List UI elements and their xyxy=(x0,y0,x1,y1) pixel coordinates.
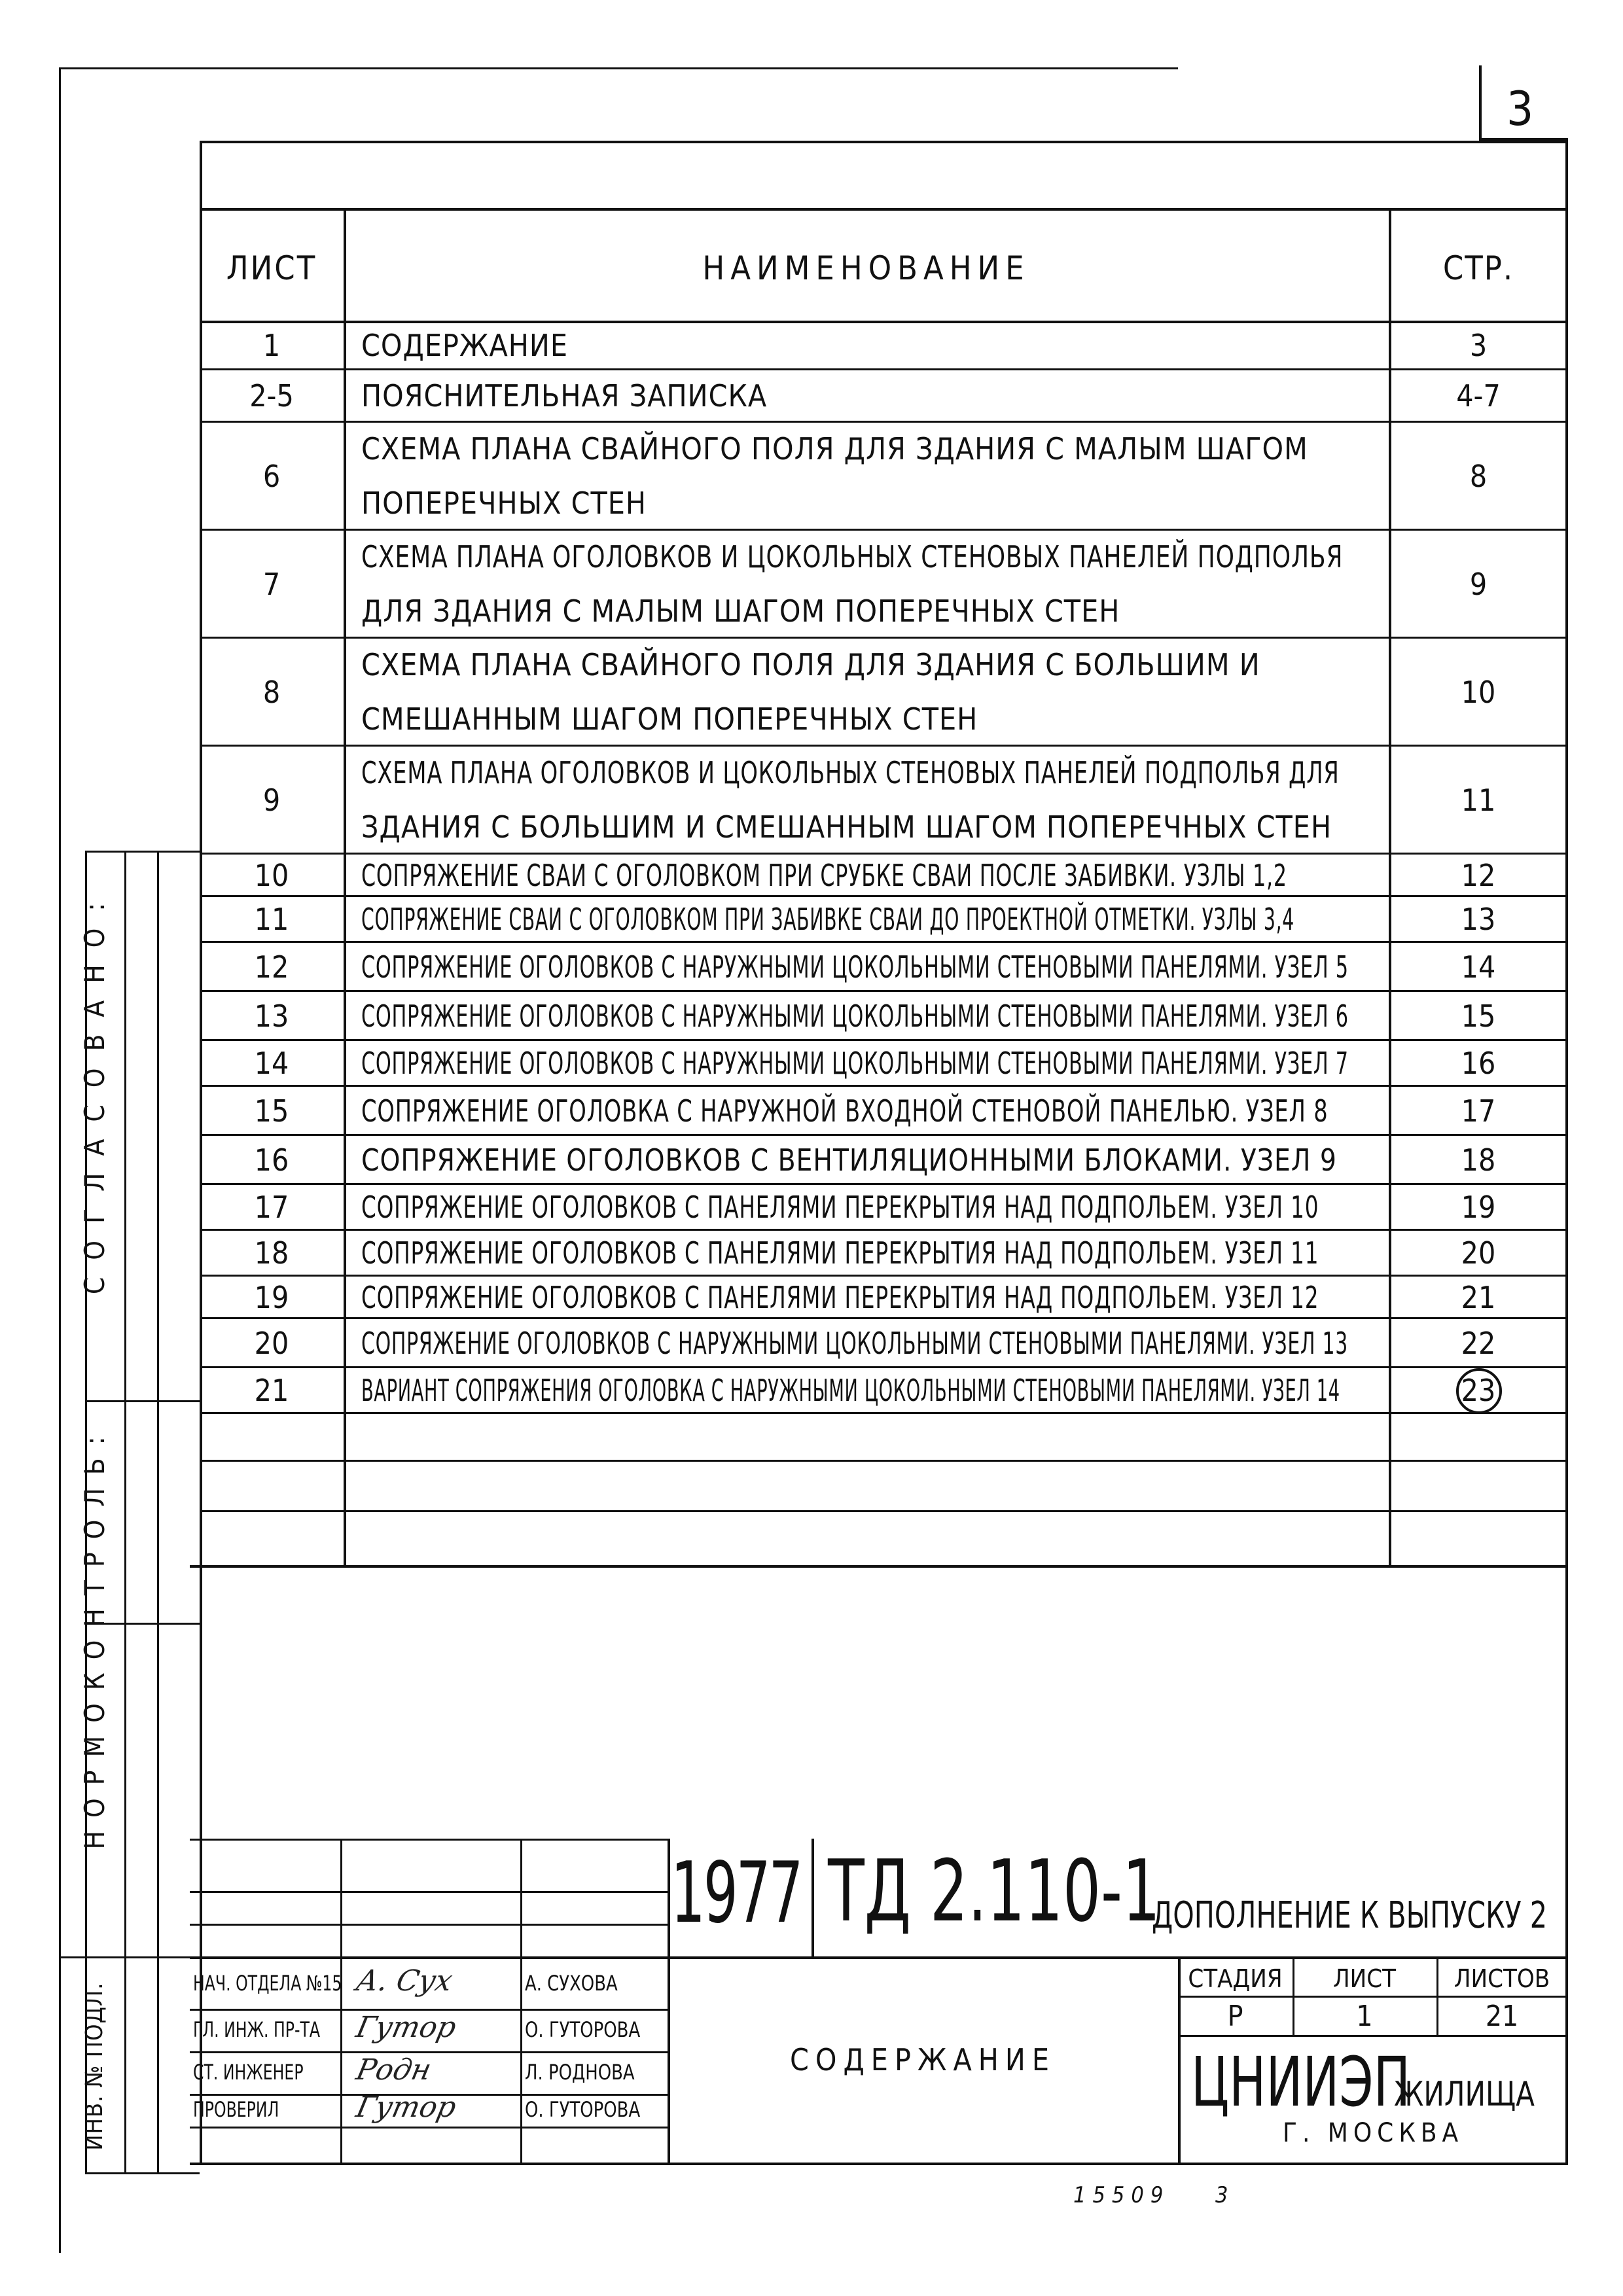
tb-sheet-label: ЛИСТ xyxy=(1332,1964,1397,1993)
person-role: ПРОВЕРИЛ xyxy=(193,2097,279,2122)
row-sheet-number: 12 xyxy=(254,949,289,985)
row-title-line: СХЕМА ПЛАНА ОГОЛОВКОВ И ЦОКОЛЬНЫХ СТЕНОВЫХ ПАНЕЛЕЙ ПОДПОЛЬЯ ДЛЯ xyxy=(361,755,1340,791)
row-page-number: 12 xyxy=(1461,857,1496,893)
header-sheet: ЛИСТ xyxy=(226,249,317,287)
row-title-line: СОПРЯЖЕНИЕ ОГОЛОВКОВ С ПАНЕЛЯМИ ПЕРЕКРЫТИЯ НАД ПОДПОЛЬЕМ. УЗЕЛ 10 xyxy=(361,1190,1319,1225)
side-top xyxy=(85,851,200,853)
tb-doc-title: СОДЕРЖАНИЕ xyxy=(789,2042,1056,2077)
tb-supplement: ДОПОЛНЕНИЕ К ВЫПУСКУ 2 xyxy=(1152,1894,1548,1937)
row-divider xyxy=(200,1229,1568,1231)
side-sep-3 xyxy=(59,1956,200,1958)
row-sheet-number: 11 xyxy=(254,902,289,937)
row-page-number: 21 xyxy=(1461,1279,1496,1315)
row-title-line: СОПРЯЖЕНИЕ ОГОЛОВКОВ С НАРУЖНЫМИ ЦОКОЛЬНЫМИ СТЕНОВЫМИ ПАНЕЛЯМИ. УЗЕЛ 5 xyxy=(361,949,1349,985)
row-sheet-number: 21 xyxy=(254,1373,289,1408)
row-page-number: 20 xyxy=(1461,1235,1496,1271)
tb-people-row-5 xyxy=(190,2127,668,2128)
tb-code: ТД 2.110-1 xyxy=(828,1841,1160,1941)
row-sheet-number: 10 xyxy=(254,857,289,893)
page-number-divider xyxy=(1479,65,1482,141)
row-page-number: 22 xyxy=(1461,1325,1496,1361)
tb-year-divider xyxy=(812,1839,814,1956)
row-title-line: СОДЕРЖАНИЕ xyxy=(361,327,569,363)
row-divider xyxy=(200,1134,1568,1136)
row-sheet-number: 19 xyxy=(254,1279,289,1315)
empty-row-line-1 xyxy=(200,1460,1568,1462)
row-title-line: СОПРЯЖЕНИЕ ОГОЛОВКОВ С ПАНЕЛЯМИ ПЕРЕКРЫТИЯ НАД ПОДПОЛЬЕМ. УЗЕЛ 11 xyxy=(361,1235,1319,1271)
empty-row-line-2 xyxy=(200,1510,1568,1512)
row-sheet-number: 1 xyxy=(262,327,281,363)
tb-line-b xyxy=(190,1891,668,1893)
row-divider xyxy=(200,1183,1568,1185)
signature-scribble: А. Сух xyxy=(353,1964,455,1998)
row-divider xyxy=(200,1412,1568,1414)
left-border xyxy=(59,67,61,2253)
row-title-line: ПОЯСНИТЕЛЬНАЯ ЗАПИСКА xyxy=(361,378,768,414)
header-page: СТР. xyxy=(1442,249,1514,287)
row-divider xyxy=(200,529,1568,531)
row-sheet-number: 9 xyxy=(262,782,281,818)
tb-org: ЦНИИЭП xyxy=(1191,2042,1410,2122)
person-name: О. ГУТОРОВА xyxy=(525,2097,641,2122)
row-title-line: СОПРЯЖЕНИЕ ОГОЛОВКОВ С ПАНЕЛЯМИ ПЕРЕКРЫТИЯ НАД ПОДПОЛЬЕМ. УЗЕЛ 12 xyxy=(361,1279,1319,1315)
row-divider xyxy=(200,1275,1568,1277)
row-title-line: СОПРЯЖЕНИЕ СВАИ С ОГОЛОВКОМ ПРИ ЗАБИВКЕ СВАИ ДО ПРОЕКТНОЙ ОТМЕТКИ. УЗЛЫ 3,4 xyxy=(361,902,1294,937)
row-page-number: 3 xyxy=(1469,327,1488,363)
table-body-bottom xyxy=(190,1565,1568,1568)
tb-sheets-label: ЛИСТОВ xyxy=(1454,1964,1550,1993)
row-sheet-number: 14 xyxy=(254,1046,289,1081)
tb-stage-label: СТАДИЯ xyxy=(1188,1964,1283,1993)
row-title-line: ЗДАНИЯ С БОЛЬШИМ И СМЕШАННЫМ ШАГОМ ПОПЕРЕЧНЫХ СТЕН xyxy=(361,809,1332,845)
page-circle-mark xyxy=(1456,1368,1502,1414)
row-sheet-number: 13 xyxy=(254,998,289,1034)
row-divider xyxy=(200,941,1568,943)
row-page-number: 17 xyxy=(1461,1093,1496,1129)
row-divider xyxy=(200,1317,1568,1319)
signature-scribble: Гутор xyxy=(353,2010,459,2044)
row-title-line: ВАРИАНТ СОПРЯЖЕНИЯ ОГОЛОВКА С НАРУЖНЫМИ ЦОКОЛЬНЫМИ СТЕНОВЫМИ ПАНЕЛЯМИ. УЗЕЛ 14 xyxy=(361,1373,1340,1408)
tb-stage-value-bottom xyxy=(1178,2035,1568,2037)
signature-scribble: Гутор xyxy=(353,2091,459,2124)
row-page-number: 10 xyxy=(1461,674,1496,710)
tb-line-c xyxy=(190,1924,668,1926)
row-sheet-number: 2-5 xyxy=(249,378,294,414)
row-title-line: СОПРЯЖЕНИЕ ОГОЛОВКА С НАРУЖНОЙ ВХОДНОЙ СТЕНОВОЙ ПАНЕЛЬЮ. УЗЕЛ 8 xyxy=(361,1093,1329,1129)
row-title-line: СОПРЯЖЕНИЕ ОГОЛОВКОВ С НАРУЖНЫМИ ЦОКОЛЬНЫМИ СТЕНОВЫМИ ПАНЕЛЯМИ. УЗЕЛ 13 xyxy=(361,1325,1349,1361)
row-divider xyxy=(200,1366,1568,1368)
person-name: А. СУХОВА xyxy=(525,1970,618,1996)
row-title-line: СОПРЯЖЕНИЕ ОГОЛОВКОВ С НАРУЖНЫМИ ЦОКОЛЬНЫМИ СТЕНОВЫМИ ПАНЕЛЯМИ. УЗЕЛ 6 xyxy=(361,998,1349,1034)
row-divider xyxy=(200,368,1568,370)
signature-scribble: Родн xyxy=(353,2053,435,2087)
row-page-number: 15 xyxy=(1461,998,1496,1034)
row-title-line: СМЕШАННЫМ ШАГОМ ПОПЕРЕЧНЫХ СТЕН xyxy=(361,701,978,737)
row-page-number: 4-7 xyxy=(1456,378,1501,414)
person-name: О. ГУТОРОВА xyxy=(525,2017,641,2042)
tb-stage-value: Р xyxy=(1227,2000,1243,2033)
footer-stamp: 15509 3 xyxy=(1073,2182,1235,2208)
table-top xyxy=(200,141,1568,143)
tb-sheets-value: 21 xyxy=(1485,2000,1519,2033)
row-divider xyxy=(200,745,1568,747)
person-name: Л. РОДНОВА xyxy=(525,2059,635,2085)
tb-vertical-3 xyxy=(668,1839,670,2163)
row-sheet-number: 7 xyxy=(262,566,281,602)
side-col-2 xyxy=(124,851,126,2172)
row-sheet-number: 20 xyxy=(254,1325,289,1361)
row-page-number: 19 xyxy=(1461,1190,1496,1225)
row-title-line: СХЕМА ПЛАНА СВАЙНОГО ПОЛЯ ДЛЯ ЗДАНИЯ С БОЛЬШИМ И xyxy=(361,647,1260,683)
row-page-number: 8 xyxy=(1469,458,1488,494)
header-top xyxy=(200,208,1568,211)
top-border xyxy=(59,67,1178,69)
person-role: СТ. ИНЖЕНЕР xyxy=(193,2059,304,2085)
side-col-3 xyxy=(157,851,159,2172)
tb-org-suffix: ЖИЛИЩА xyxy=(1394,2075,1535,2114)
row-title-line: СОПРЯЖЕНИЕ СВАИ С ОГОЛОВКОМ ПРИ СРУБКЕ СВАИ ПОСЛЕ ЗАБИВКИ. УЗЛЫ 1,2 xyxy=(361,857,1287,893)
row-divider xyxy=(200,853,1568,855)
tb-line-e xyxy=(190,2163,1568,2165)
row-page-number: 11 xyxy=(1461,782,1496,818)
side-label-inv: ИНВ. № ПОДЛ. xyxy=(81,1982,108,2151)
person-role: ГЛ. ИНЖ. ПР-ТА xyxy=(193,2017,321,2042)
row-title-line: СХЕМА ПЛАНА СВАЙНОГО ПОЛЯ ДЛЯ ЗДАНИЯ С МАЛЫМ ШАГОМ xyxy=(361,431,1308,467)
row-title-line: СОПРЯЖЕНИЕ ОГОЛОВКОВ С ВЕНТИЛЯЦИОННЫМИ БЛОКАМИ. УЗЕЛ 9 xyxy=(361,1142,1337,1178)
row-title-line: СОПРЯЖЕНИЕ ОГОЛОВКОВ С НАРУЖНЫМИ ЦОКОЛЬНЫМИ СТЕНОВЫМИ ПАНЕЛЯМИ. УЗЕЛ 7 xyxy=(361,1046,1349,1081)
row-divider xyxy=(200,421,1568,423)
row-divider xyxy=(200,637,1568,639)
tb-vertical-1 xyxy=(340,1839,342,2163)
row-sheet-number: 6 xyxy=(262,458,281,494)
page-number: 3 xyxy=(1507,81,1534,136)
row-title-line: ДЛЯ ЗДАНИЯ С МАЛЫМ ШАГОМ ПОПЕРЕЧНЫХ СТЕН xyxy=(361,593,1120,629)
row-page-number: 14 xyxy=(1461,949,1496,985)
col-divider-1 xyxy=(344,208,346,1565)
row-page-number: 16 xyxy=(1461,1046,1496,1081)
tb-line-a xyxy=(190,1839,668,1841)
row-sheet-number: 16 xyxy=(254,1142,289,1178)
row-sheet-number: 17 xyxy=(254,1190,289,1225)
row-title-line: ПОПЕРЕЧНЫХ СТЕН xyxy=(361,485,647,521)
row-divider xyxy=(200,1085,1568,1087)
row-sheet-number: 18 xyxy=(254,1235,289,1271)
side-label-normcontrol: НОРМОКОНТРОЛЬ: xyxy=(79,1423,111,1850)
row-sheet-number: 8 xyxy=(262,674,281,710)
row-page-number: 23 xyxy=(1461,1373,1496,1408)
tb-line-d xyxy=(190,1956,1568,1959)
tb-city: Г. МОСКВА xyxy=(1283,2118,1464,2148)
tb-sheet-value: 1 xyxy=(1356,2000,1373,2033)
header-bottom xyxy=(200,321,1568,323)
tb-year: 1977 xyxy=(671,1845,802,1942)
row-divider xyxy=(200,895,1568,897)
tb-stage-header-bottom xyxy=(1178,1996,1568,1998)
row-divider xyxy=(200,1039,1568,1041)
row-divider xyxy=(200,990,1568,992)
header-name: НАИМЕНОВАНИЕ xyxy=(702,249,1030,287)
row-page-number: 9 xyxy=(1469,566,1488,602)
side-label-agreed: СОГЛАСОВАНО: xyxy=(79,885,111,1295)
row-title-line: СХЕМА ПЛАНА ОГОЛОВКОВ И ЦОКОЛЬНЫХ СТЕНОВЫХ ПАНЕЛЕЙ ПОДПОЛЬЯ xyxy=(361,539,1344,575)
row-page-number: 18 xyxy=(1461,1142,1496,1178)
tb-vertical-2 xyxy=(520,1839,522,2163)
person-role: НАЧ. ОТДЕЛА №15 xyxy=(193,1970,342,1996)
row-sheet-number: 15 xyxy=(254,1093,289,1129)
row-page-number: 13 xyxy=(1461,902,1496,937)
